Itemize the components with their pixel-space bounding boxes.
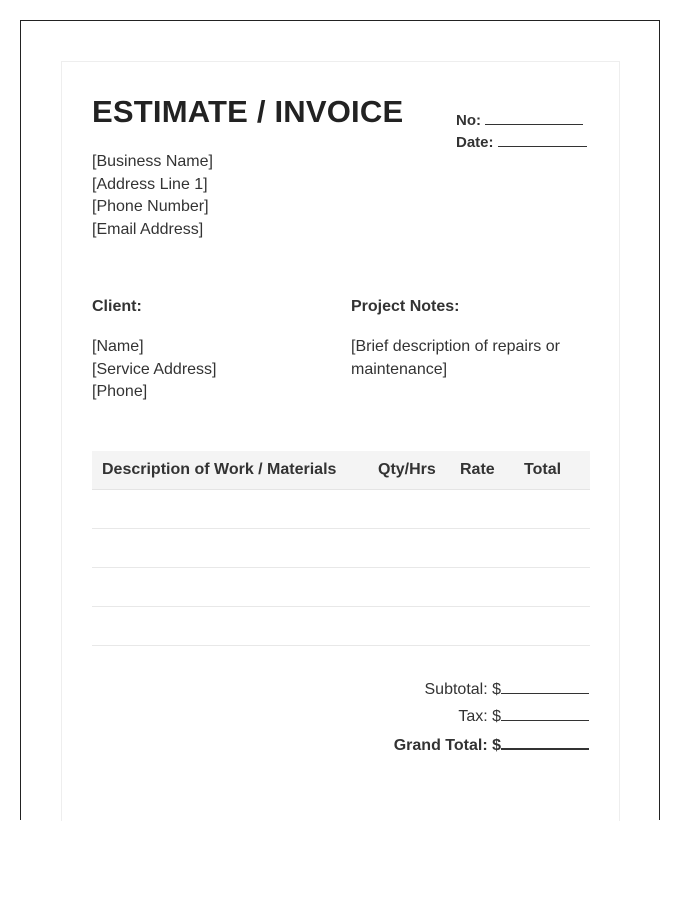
table-cell bbox=[524, 607, 590, 646]
invoice-date-label: Date: bbox=[456, 134, 494, 151]
business-info bbox=[92, 151, 213, 241]
grand-total-row bbox=[394, 731, 589, 758]
business-address: [Address Line 1] bbox=[92, 175, 208, 193]
client-info bbox=[92, 336, 217, 404]
business-phone: [Phone Number] bbox=[92, 198, 209, 215]
column-header-qty: Qty/Hrs bbox=[378, 451, 460, 490]
subtotal-label: Subtotal: $ bbox=[424, 681, 501, 698]
table-row bbox=[92, 490, 590, 529]
table-cell bbox=[378, 490, 460, 529]
invoice-number-label: No: bbox=[456, 112, 481, 129]
grand-total-label: Grand Total: $ bbox=[393, 737, 501, 754]
table-cell bbox=[460, 568, 524, 607]
table-cell bbox=[524, 568, 590, 607]
subtotal-blank bbox=[501, 676, 589, 694]
invoice-meta bbox=[456, 109, 592, 153]
business-email: [Email Address] bbox=[92, 220, 204, 238]
table-cell bbox=[460, 607, 524, 646]
table-cell bbox=[92, 607, 378, 646]
project-notes-heading: Project Notes: bbox=[351, 298, 460, 315]
table-cell bbox=[378, 529, 460, 568]
tax-label: Tax: $ bbox=[458, 708, 501, 725]
table-cell bbox=[460, 529, 524, 568]
table-row bbox=[92, 568, 590, 607]
client-heading: Client: bbox=[92, 298, 142, 315]
totals-section bbox=[394, 676, 589, 758]
table-row bbox=[92, 607, 590, 646]
table-cell bbox=[524, 490, 590, 529]
table-cell bbox=[92, 490, 378, 529]
document-title: ESTIMATE / INVOICE bbox=[92, 94, 404, 129]
invoice-date-blank bbox=[498, 131, 587, 147]
project-notes-text: [Brief description of repairs or maintenance] bbox=[351, 338, 560, 378]
column-header-total: Total bbox=[524, 451, 590, 490]
client-address: [Service Address] bbox=[92, 360, 217, 378]
table-cell bbox=[524, 529, 590, 568]
invoice-number-row bbox=[456, 109, 592, 131]
table-row bbox=[92, 529, 590, 568]
column-header-description: Description of Work / Materials bbox=[92, 451, 378, 490]
tax-row bbox=[394, 703, 589, 730]
column-header-rate: Rate bbox=[460, 451, 524, 490]
client-phone: [Phone] bbox=[92, 383, 148, 400]
invoice-number-blank bbox=[485, 109, 583, 125]
grand-total-blank bbox=[501, 731, 589, 750]
table-cell bbox=[378, 607, 460, 646]
line-items-table bbox=[92, 451, 590, 646]
invoice-date-row bbox=[456, 131, 592, 153]
subtotal-row bbox=[394, 676, 589, 703]
table-cell bbox=[378, 568, 460, 607]
table-cell bbox=[92, 529, 378, 568]
table-header-row bbox=[92, 451, 590, 490]
tax-blank bbox=[501, 703, 589, 721]
table-cell bbox=[460, 490, 524, 529]
invoice-sheet bbox=[61, 61, 620, 821]
table-cell bbox=[92, 568, 378, 607]
business-name: [Business Name] bbox=[92, 153, 213, 170]
page-frame bbox=[20, 20, 660, 820]
client-name: [Name] bbox=[92, 338, 144, 355]
